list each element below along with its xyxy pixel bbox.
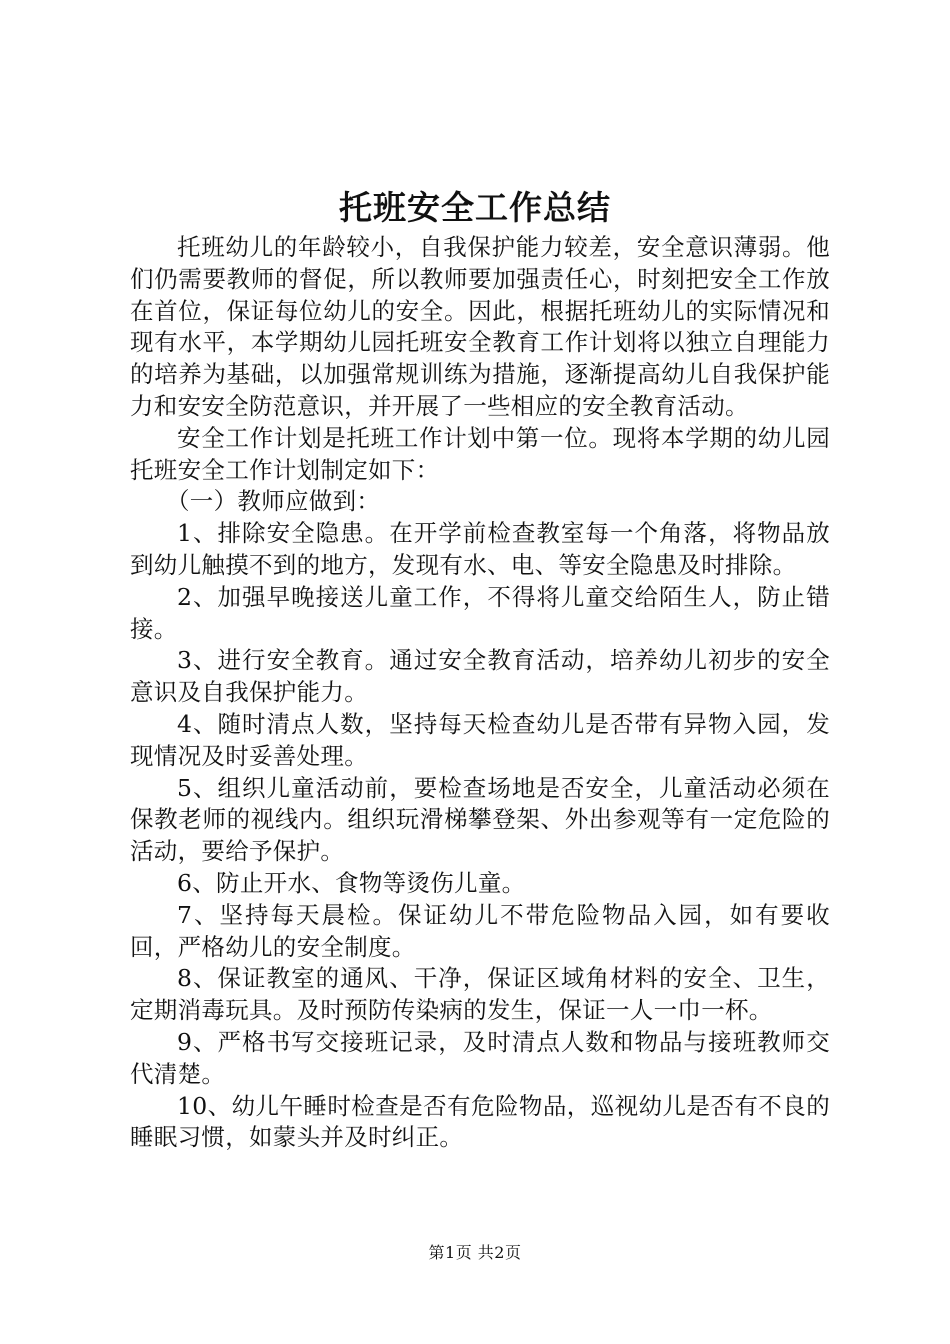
list-item: 5、组织儿童活动前，要检查场地是否安全，儿童活动必须在保教老师的视线内。组织玩滑梯攀登架、外出参观等有一定危险的活动，要给予保护。: [130, 773, 830, 866]
document-body: [130, 232, 830, 1154]
list-item: 4、随时清点人数，坚持每天检查幼儿是否带有异物入园，发现情况及时妥善处理。: [130, 709, 830, 770]
document-title: 托班安全工作总结: [339, 188, 611, 227]
page-footer: 第1页 共2页: [428, 1243, 522, 1262]
list-item: 8、保证教室的通风、干净，保证区域角材料的安全、卫生，定期消毒玩具。及时预防传染病的发生，保证一人一巾一杯。: [130, 964, 830, 1025]
section-heading: （一）教师应做到：: [166, 487, 381, 516]
list-item: 3、进行安全教育。通过安全教育活动，培养幼儿初步的安全意识及自我保护能力。: [130, 646, 830, 707]
list-item: 6、防止开水、食物等烫伤儿童。: [177, 868, 526, 897]
list-item: 10、幼儿午睡时检查是否有危险物品，巡视幼儿是否有不良的睡眠习惯，如蒙头并及时纠正。: [130, 1091, 830, 1152]
list-item: 9、严格书写交接班记录，及时清点人数和物品与接班教师交代清楚。: [130, 1027, 830, 1088]
list-item: 1、排除安全隐患。在开学前检查教室每一个角落，将物品放到幼儿触摸不到的地方，发现有水、电、等安全隐患及时排除。: [130, 519, 830, 579]
intro-paragraph: 托班幼儿的年龄较小，自我保护能力较差，安全意识薄弱。他们仍需要教师的督促，所以教师要加强责任心，时刻把安全工作放在首位，保证每位幼儿的安全。因此，根据托班幼儿的实际情况和现有水平，本学期幼儿园托班安全教育工作计划将以独立自理能力的培养为基础，以加强常规训练为措施，逐渐提高幼儿自我保护能力和安安全防范意识，并开展了一些相应的安全教育活动。: [130, 233, 830, 420]
list-item: 2、加强早晚接送儿童工作，不得将儿童交给陌生人，防止错接。: [130, 582, 830, 643]
plan-paragraph: 安全工作计划是托班工作计划中第一位。现将本学期的幼儿园托班安全工作计划制定如下：: [130, 423, 830, 484]
list-item: 7、坚持每天晨检。保证幼儿不带危险物品入园，如有要收回，严格幼儿的安全制度。: [130, 900, 830, 961]
